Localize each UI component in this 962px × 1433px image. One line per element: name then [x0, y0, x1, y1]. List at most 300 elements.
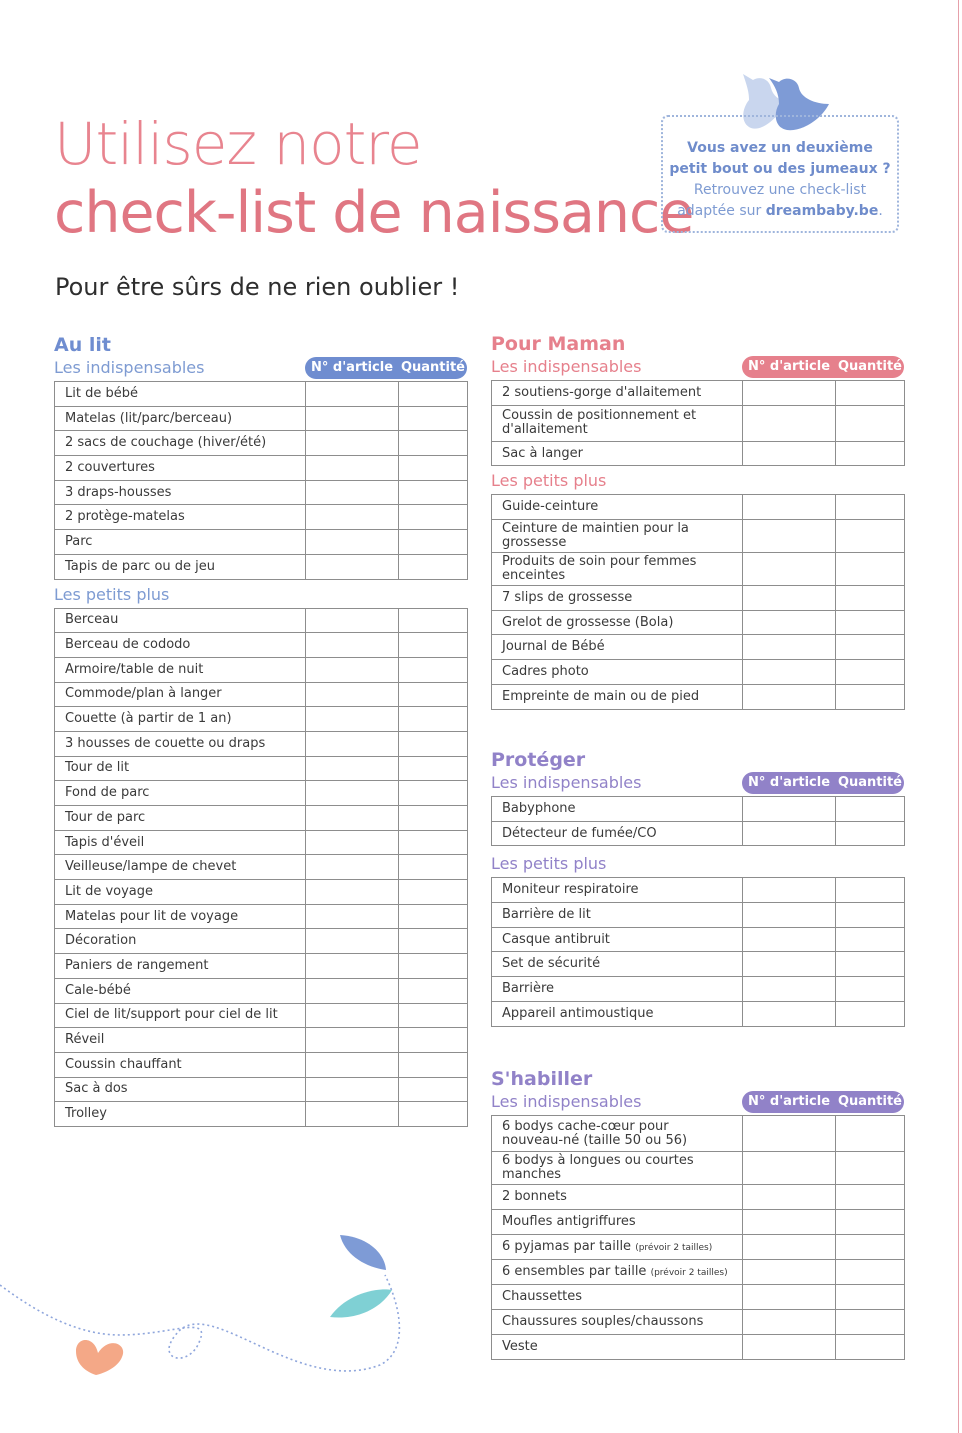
essentials-table — [491, 1115, 905, 1360]
item-label — [492, 553, 743, 586]
checklist-row — [55, 382, 468, 407]
item-text: Casque antibruit — [502, 931, 610, 947]
quantity-cell[interactable] — [399, 1003, 468, 1028]
quantity-cell[interactable] — [836, 1285, 905, 1310]
quantity-cell[interactable] — [399, 929, 468, 954]
quantity-cell[interactable] — [836, 821, 905, 846]
item-text: Lit de voyage — [65, 883, 154, 899]
checklist-row — [55, 929, 468, 954]
item-text: 6 ensembles par taille — [502, 1263, 647, 1279]
extras-table — [491, 494, 905, 709]
checklist-row — [492, 1310, 905, 1335]
item-text: Sac à langer — [502, 445, 584, 461]
item-text: Réveil — [65, 1032, 105, 1048]
item-text: Matelas pour lit de voyage — [65, 908, 239, 924]
article-number-cell[interactable] — [743, 821, 836, 846]
extras-label: Les petits plus — [54, 584, 170, 604]
item-label — [55, 633, 306, 658]
item-text: Ciel de lit/support pour ciel de lit — [65, 1007, 278, 1023]
page-title-line1: Utilisez notre — [54, 110, 422, 178]
section-au-lit — [54, 333, 467, 1127]
quantity-cell[interactable] — [836, 878, 905, 903]
item-label — [55, 978, 306, 1003]
essentials-table — [491, 796, 905, 846]
article-number-cell[interactable] — [306, 731, 399, 756]
item-text: Matelas (lit/parc/berceau) — [65, 410, 233, 426]
extras-table — [54, 608, 468, 1127]
article-number-cell[interactable] — [306, 830, 399, 855]
checklist-row — [492, 952, 905, 977]
article-number-cell[interactable] — [306, 608, 399, 633]
checklist-row — [492, 927, 905, 952]
quantity-cell[interactable] — [399, 880, 468, 905]
quantity-cell[interactable] — [399, 806, 468, 831]
item-text: Guide-ceinture — [502, 499, 599, 515]
item-label — [55, 756, 306, 781]
item-label — [55, 505, 306, 530]
article-number-cell[interactable] — [306, 978, 399, 1003]
item-label — [492, 610, 743, 635]
checklist-row — [55, 1077, 468, 1102]
checklist-row — [492, 903, 905, 928]
article-number-cell[interactable] — [743, 903, 836, 928]
essentials-label: Les indispensables — [491, 773, 642, 792]
extras-header — [491, 470, 904, 492]
quantity-cell[interactable] — [836, 1116, 905, 1152]
article-number-cell[interactable] — [743, 520, 836, 553]
quantity-cell[interactable] — [836, 903, 905, 928]
checklist-row — [492, 1210, 905, 1235]
column-header-pill — [742, 772, 904, 794]
item-label — [55, 382, 306, 407]
column-header-pill — [305, 357, 467, 379]
item-text: 2 soutiens-gorge d'allaitement — [502, 384, 702, 400]
article-number-cell[interactable] — [743, 977, 836, 1002]
item-text: Lit de bébé — [65, 385, 138, 401]
item-label — [492, 520, 743, 553]
leaf-teal-icon — [330, 1289, 392, 1317]
article-number-cell[interactable] — [306, 929, 399, 954]
item-text: 2 couvertures — [65, 459, 155, 475]
item-label — [55, 1003, 306, 1028]
article-number-cell[interactable] — [743, 610, 836, 635]
checklist-row — [55, 978, 468, 1003]
checklist-row — [492, 660, 905, 685]
item-label — [492, 405, 743, 441]
quantity-column-header: Quantité — [837, 359, 903, 374]
checklist-row — [492, 1152, 905, 1185]
checklist-row — [55, 1052, 468, 1077]
item-label — [55, 806, 306, 831]
article-number-cell[interactable] — [306, 806, 399, 831]
quantity-cell[interactable] — [836, 1260, 905, 1285]
essentials-label: Les indispensables — [491, 357, 642, 376]
item-label — [492, 1310, 743, 1335]
item-text: Ceinture de maintien pour la grossesse — [502, 521, 689, 551]
checklist-row — [492, 821, 905, 846]
checklist-row — [492, 1285, 905, 1310]
article-number-cell[interactable] — [306, 756, 399, 781]
article-number-cell[interactable] — [743, 1260, 836, 1285]
essentials-label: Les indispensables — [54, 358, 205, 377]
item-text: Couette (à partir de 1 an) — [65, 711, 232, 727]
item-label — [55, 657, 306, 682]
quantity-cell[interactable] — [399, 1028, 468, 1053]
quantity-cell[interactable] — [399, 954, 468, 979]
item-text: Tapis d'éveil — [65, 834, 145, 850]
quantity-cell[interactable] — [399, 382, 468, 407]
quantity-cell[interactable] — [399, 456, 468, 481]
checklist-row — [55, 682, 468, 707]
article-number-cell[interactable] — [306, 505, 399, 530]
item-text: 3 housses de couette ou draps — [65, 735, 266, 751]
quantity-cell[interactable] — [836, 520, 905, 553]
page-edge-line — [958, 0, 959, 1433]
heart-icon — [76, 1340, 123, 1375]
section-title: S'habiller — [491, 1068, 593, 1090]
quantity-cell[interactable] — [836, 1310, 905, 1335]
article-column-header: N° d'article — [747, 359, 831, 374]
article-number-cell[interactable] — [743, 495, 836, 520]
checklist-row — [55, 781, 468, 806]
article-number-cell[interactable] — [306, 682, 399, 707]
article-number-cell[interactable] — [306, 431, 399, 456]
quantity-cell[interactable] — [836, 1335, 905, 1360]
article-number-cell[interactable] — [306, 456, 399, 481]
item-label — [492, 821, 743, 846]
item-label — [55, 1052, 306, 1077]
size-note: (prévoir 2 tailles) — [650, 1267, 728, 1278]
dreambaby-link[interactable]: dreambaby.be — [765, 203, 879, 219]
article-number-cell[interactable] — [306, 707, 399, 732]
item-text: Cale-bébé — [65, 982, 131, 998]
quantity-column-header: Quantité — [837, 1094, 903, 1109]
article-number-cell[interactable] — [306, 880, 399, 905]
quantity-cell[interactable] — [399, 855, 468, 880]
checklist-row — [492, 441, 905, 466]
essentials-header — [491, 356, 904, 378]
quantity-cell[interactable] — [399, 505, 468, 530]
essentials-header — [491, 772, 904, 794]
item-label — [55, 954, 306, 979]
quantity-cell[interactable] — [836, 1210, 905, 1235]
article-number-cell[interactable] — [743, 797, 836, 822]
item-label — [55, 1102, 306, 1127]
quantity-cell[interactable] — [836, 797, 905, 822]
item-text: Détecteur de fumée/CO — [502, 825, 657, 841]
quantity-cell[interactable] — [836, 1001, 905, 1026]
item-text: Sac à dos — [65, 1081, 128, 1097]
article-number-cell[interactable] — [743, 1310, 836, 1335]
quantity-cell[interactable] — [399, 1052, 468, 1077]
quantity-cell[interactable] — [399, 480, 468, 505]
item-label — [55, 431, 306, 456]
article-number-cell[interactable] — [743, 586, 836, 611]
item-label — [55, 904, 306, 929]
article-number-cell[interactable] — [743, 952, 836, 977]
essentials-header — [54, 357, 467, 379]
quantity-cell[interactable] — [836, 441, 905, 466]
quantity-column-header: Quantité — [837, 775, 903, 790]
quantity-cell[interactable] — [836, 586, 905, 611]
article-number-cell[interactable] — [743, 1335, 836, 1360]
item-text: 2 protège-matelas — [65, 509, 185, 525]
article-number-cell[interactable] — [306, 406, 399, 431]
essentials-table — [54, 381, 468, 580]
column-header-pill — [742, 1091, 904, 1113]
item-label — [492, 878, 743, 903]
quantity-cell[interactable] — [399, 731, 468, 756]
quantity-cell[interactable] — [399, 781, 468, 806]
article-number-cell[interactable] — [743, 441, 836, 466]
item-text: Paniers de rangement — [65, 957, 209, 973]
item-text: Babyphone — [502, 800, 576, 816]
item-text: Moufles antigriffures — [502, 1214, 636, 1229]
quantity-cell[interactable] — [399, 707, 468, 732]
article-number-cell[interactable] — [743, 381, 836, 406]
section-proteger — [491, 748, 904, 1027]
checklist-row — [55, 530, 468, 555]
quantity-cell[interactable] — [836, 610, 905, 635]
checklist-row — [492, 381, 905, 406]
item-text: Produits de soin pour femmes enceintes — [502, 554, 697, 584]
section-title: Pour Maman — [491, 333, 626, 355]
quantity-cell[interactable] — [399, 830, 468, 855]
article-number-cell[interactable] — [743, 553, 836, 586]
article-number-cell[interactable] — [306, 1052, 399, 1077]
item-text: Chaussettes — [502, 1289, 583, 1304]
article-number-cell[interactable] — [306, 954, 399, 979]
quantity-cell[interactable] — [836, 952, 905, 977]
article-column-header: N° d'article — [747, 775, 831, 790]
quantity-cell[interactable] — [399, 682, 468, 707]
promo-line4: adaptée sur dreambaby.be. — [677, 203, 883, 219]
checklist-row — [55, 657, 468, 682]
item-text: Tapis de parc ou de jeu — [65, 558, 216, 574]
item-text: 6 bodys cache-cœur pour nouveau-né (taille 50 ou 56) — [502, 1118, 688, 1148]
item-label — [55, 608, 306, 633]
checklist-row — [55, 608, 468, 633]
item-text: Appareil antimoustique — [502, 1005, 654, 1021]
checklist-row — [492, 878, 905, 903]
quantity-cell[interactable] — [399, 554, 468, 579]
item-label — [55, 830, 306, 855]
article-number-cell[interactable] — [306, 382, 399, 407]
quantity-cell[interactable] — [836, 1235, 905, 1260]
section-shabiller — [491, 1067, 904, 1360]
article-number-cell[interactable] — [306, 480, 399, 505]
article-number-cell[interactable] — [743, 635, 836, 660]
checklist-row — [55, 707, 468, 732]
article-number-cell[interactable] — [743, 878, 836, 903]
checklist-row — [492, 1001, 905, 1026]
checklist-row — [492, 586, 905, 611]
article-number-cell[interactable] — [306, 633, 399, 658]
item-text: Moniteur respiratoire — [502, 882, 639, 898]
checklist-row — [55, 855, 468, 880]
article-number-cell[interactable] — [743, 1235, 836, 1260]
item-text: Veste — [502, 1339, 538, 1354]
item-label — [55, 1077, 306, 1102]
checklist-row — [492, 520, 905, 553]
item-text: Coussin chauffant — [65, 1056, 182, 1072]
checklist-row — [492, 405, 905, 441]
item-label — [55, 929, 306, 954]
item-label — [492, 381, 743, 406]
quantity-cell[interactable] — [836, 553, 905, 586]
extras-table — [491, 877, 905, 1026]
article-number-cell[interactable] — [743, 1210, 836, 1235]
checklist-row — [55, 954, 468, 979]
article-number-cell[interactable] — [743, 660, 836, 685]
article-number-cell[interactable] — [306, 904, 399, 929]
item-text: Armoire/table de nuit — [65, 661, 204, 677]
checklist-row — [492, 1116, 905, 1152]
quantity-cell[interactable] — [399, 657, 468, 682]
item-label — [492, 1285, 743, 1310]
checklist-row — [55, 880, 468, 905]
quantity-cell[interactable] — [399, 904, 468, 929]
item-label — [492, 797, 743, 822]
article-number-cell[interactable] — [306, 1003, 399, 1028]
item-text: Parc — [65, 533, 93, 549]
checklist-row — [55, 756, 468, 781]
quantity-cell[interactable] — [399, 978, 468, 1003]
quantity-cell[interactable] — [836, 1185, 905, 1210]
quantity-cell[interactable] — [836, 635, 905, 660]
article-number-cell[interactable] — [306, 781, 399, 806]
checklist-row — [492, 1185, 905, 1210]
item-label — [492, 495, 743, 520]
section-title: Au lit — [54, 334, 111, 356]
item-label — [492, 977, 743, 1002]
article-number-cell[interactable] — [743, 405, 836, 441]
item-text: Veilleuse/lampe de chevet — [65, 859, 237, 875]
item-text: 3 draps-housses — [65, 484, 172, 500]
item-label — [55, 406, 306, 431]
article-number-cell[interactable] — [306, 530, 399, 555]
item-text: Fond de parc — [65, 785, 150, 801]
quantity-cell[interactable] — [399, 406, 468, 431]
item-text: Grelot de grossesse (Bola) — [502, 614, 674, 630]
checklist-row — [55, 456, 468, 481]
column-header-pill — [742, 356, 904, 378]
item-label — [55, 480, 306, 505]
article-number-cell[interactable] — [743, 1116, 836, 1152]
checklist-row — [492, 1235, 905, 1260]
leaf-blue-icon — [340, 1235, 386, 1270]
extras-header — [54, 584, 467, 606]
essentials-table — [491, 380, 905, 466]
checklist-row — [55, 830, 468, 855]
quantity-cell[interactable] — [399, 1102, 468, 1127]
section-title: Protéger — [491, 749, 586, 771]
article-number-cell[interactable] — [306, 1102, 399, 1127]
checklist-row — [55, 505, 468, 530]
item-label — [55, 530, 306, 555]
promo-line1: Vous avez un deuxième — [687, 140, 873, 156]
article-column-header: N° d'article — [747, 1094, 831, 1109]
article-number-cell[interactable] — [743, 1152, 836, 1185]
item-label — [492, 635, 743, 660]
quantity-cell[interactable] — [399, 530, 468, 555]
checklist-row — [492, 797, 905, 822]
item-label — [492, 1152, 743, 1185]
quantity-cell[interactable] — [836, 660, 905, 685]
checklist-row — [55, 406, 468, 431]
quantity-cell[interactable] — [836, 927, 905, 952]
article-number-cell[interactable] — [743, 1185, 836, 1210]
item-text: Berceau de cododo — [65, 637, 191, 653]
article-number-cell[interactable] — [306, 554, 399, 579]
article-number-cell[interactable] — [743, 1001, 836, 1026]
quantity-cell[interactable] — [399, 1077, 468, 1102]
article-number-cell[interactable] — [743, 927, 836, 952]
extras-label: Les petits plus — [491, 471, 607, 491]
item-label — [55, 781, 306, 806]
quantity-cell[interactable] — [399, 756, 468, 781]
article-number-cell[interactable] — [306, 855, 399, 880]
item-text: Barrière — [502, 980, 555, 996]
item-text: 7 slips de grossesse — [502, 589, 633, 605]
article-number-cell[interactable] — [306, 1028, 399, 1053]
item-label — [55, 682, 306, 707]
essentials-label: Les indispensables — [491, 1092, 642, 1111]
item-label — [492, 660, 743, 685]
item-label — [492, 1210, 743, 1235]
checklist-row — [492, 977, 905, 1002]
article-number-cell[interactable] — [743, 684, 836, 709]
item-label — [492, 952, 743, 977]
quantity-cell[interactable] — [836, 1152, 905, 1185]
checklist-row — [55, 1003, 468, 1028]
quantity-cell[interactable] — [399, 608, 468, 633]
item-text: Empreinte de main ou de pied — [502, 688, 700, 704]
item-label — [492, 441, 743, 466]
item-label — [492, 903, 743, 928]
checklist-row — [55, 904, 468, 929]
quantity-cell[interactable] — [836, 381, 905, 406]
checklist-row — [55, 554, 468, 579]
quantity-cell[interactable] — [399, 431, 468, 456]
checklist-row — [55, 1102, 468, 1127]
article-number-cell[interactable] — [306, 657, 399, 682]
item-text: Set de sécurité — [502, 956, 601, 972]
item-label — [55, 731, 306, 756]
quantity-cell[interactable] — [836, 405, 905, 441]
quantity-cell[interactable] — [836, 684, 905, 709]
item-label — [492, 1001, 743, 1026]
checklist-row — [492, 1260, 905, 1285]
checklist-row — [55, 431, 468, 456]
quantity-cell[interactable] — [836, 495, 905, 520]
item-text: Décoration — [65, 933, 137, 949]
checklist-row — [55, 731, 468, 756]
page-subtitle: Pour être sûrs de ne rien oublier ! — [55, 273, 460, 301]
item-label — [492, 586, 743, 611]
item-label — [492, 1235, 743, 1260]
quantity-cell[interactable] — [836, 977, 905, 1002]
article-number-cell[interactable] — [743, 1285, 836, 1310]
item-text: Berceau — [65, 612, 119, 628]
checklist-row — [55, 633, 468, 658]
promo-line2: petit bout ou des jumeaux ? — [669, 161, 891, 177]
checklist-row — [492, 610, 905, 635]
promo-box — [661, 115, 899, 233]
item-label — [55, 1028, 306, 1053]
article-number-cell[interactable] — [306, 1077, 399, 1102]
quantity-cell[interactable] — [399, 633, 468, 658]
